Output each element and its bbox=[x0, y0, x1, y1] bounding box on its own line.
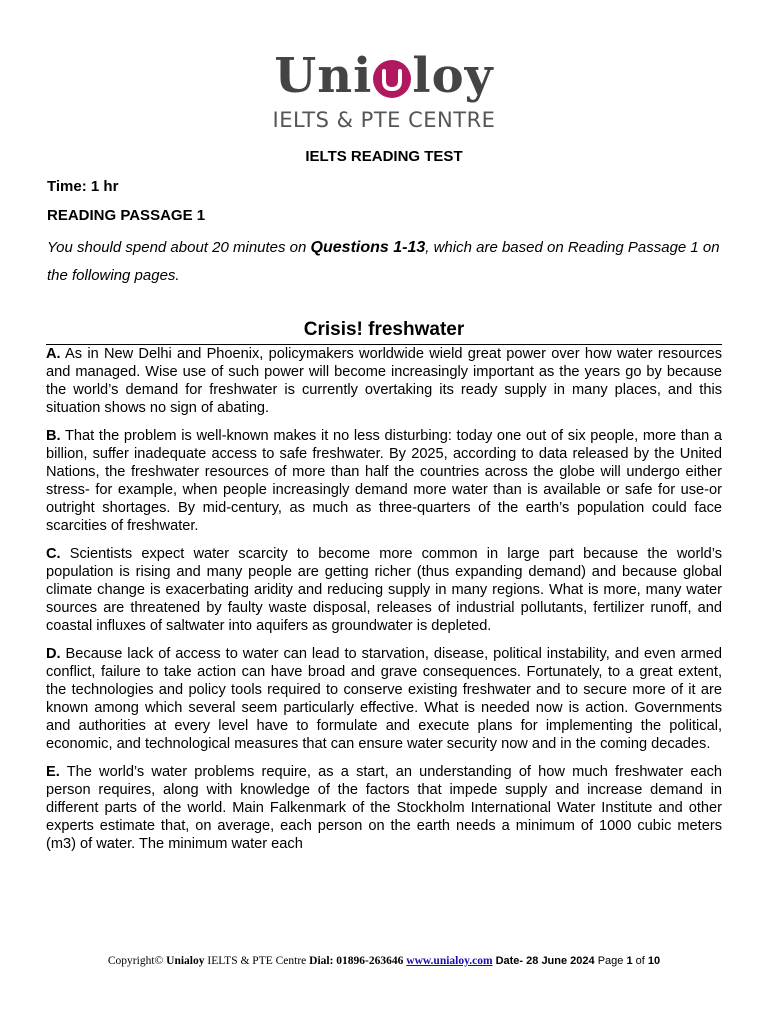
paragraph-text: The world’s water problems require, as a start, an understanding of how much freshwater each person requires, along with knowledge of the factors that impede supply and increase demand in different parts of the world. Main Falkenmark of the Stockholm International Water Institute and other experts estimate that, on average, each person on the earth needs a minimum of 1000 cubic meters (m3) of water. The minimum water each bbox=[46, 763, 722, 853]
instructions bbox=[47, 234, 727, 290]
footer-centre: IELTS & PTE Centre bbox=[204, 955, 310, 967]
page-footer bbox=[0, 955, 768, 967]
paragraph-b bbox=[46, 427, 722, 536]
footer-dial: Dial: 01896-263646 bbox=[309, 955, 407, 967]
test-time: Time: 1 hr bbox=[47, 178, 119, 195]
unialoy-logo bbox=[0, 48, 768, 132]
footer-copyright: Copyright© bbox=[107, 955, 167, 967]
instructions-pre: You should spend about 20 minutes on bbox=[47, 239, 311, 256]
footer-website-link[interactable]: www.unialoy.com bbox=[406, 955, 493, 967]
paragraph-text: Scientists expect water scarcity to become more common in large part because the world’s population is rising and many people are getting richer (thus expanding demand) and because global climate change is exacerbating aridity and reducing supply in many regions. What is more, many water sources are threatened by faulty waste disposal, releases of industrial pollutants, fertilizer runoff, and coastal influxes of saltwater into aquifers as groundwater is depleted. bbox=[46, 545, 722, 635]
paragraph-letter: C. bbox=[46, 545, 61, 562]
passage-heading: READING PASSAGE 1 bbox=[47, 207, 206, 224]
paragraph-letter: B. bbox=[46, 427, 61, 444]
logo-word-right: loy bbox=[412, 48, 494, 104]
paragraph-a bbox=[46, 345, 722, 417]
footer-date: Date- 28 June 2024 bbox=[492, 955, 598, 967]
paragraph-letter: E. bbox=[46, 763, 60, 780]
paragraph-text: That the problem is well-known makes it no less disturbing: today one out of six people, more than a billion, suffer inadequate access to safe freshwater. By 2025, according to data released by the United Nations, the freshwater resources of more than half the countries across the globe will undergo either stress- for example, when people increasingly demand more water than is available or safe for use-or outright shortages. By mid-century, as much as three-quarters of the earth’s population could face scarcities of freshwater. bbox=[46, 427, 722, 535]
article-title: Crisis! freshwater bbox=[303, 319, 465, 340]
logo-wordmark bbox=[274, 48, 493, 104]
test-title: IELTS READING TEST bbox=[305, 148, 463, 165]
footer-brand: Unialoy bbox=[166, 955, 205, 967]
instructions-post: , which are based on Reading Passage 1 on the following pages. bbox=[47, 239, 720, 284]
footer-of: of bbox=[632, 955, 648, 967]
logo-subtitle: IELTS & PTE CENTRE bbox=[272, 108, 496, 132]
paragraph-d bbox=[46, 645, 722, 754]
footer-page-label: Page bbox=[597, 955, 627, 967]
paragraph-c bbox=[46, 545, 722, 635]
instructions-questions: Questions 1-13 bbox=[310, 239, 426, 256]
logo-word-left: Uni bbox=[274, 48, 373, 104]
paragraph-letter: D. bbox=[46, 645, 61, 662]
paragraph-letter: A. bbox=[46, 346, 61, 362]
footer-page-total: 10 bbox=[647, 955, 661, 967]
logo-u-mark-icon bbox=[373, 60, 411, 98]
footer-page-number: 1 bbox=[626, 955, 633, 967]
article-body bbox=[46, 345, 722, 863]
paragraph-e bbox=[46, 763, 722, 853]
paragraph-text: Because lack of access to water can lead to starvation, disease, political instability, and even armed conflict, failure to take action can have broad and grave consequences. Fortunately, to a great extent, the technologies and policy tools required to conserve existing freshwater and to secure more of it are known among which several seem particularly effective. What is needed now is action. Governments and authorities at every level have to formulate and execute plans for implementing the political, economic, and technological measures that can ensure water security now and in the coming decades. bbox=[46, 645, 722, 753]
paragraph-text: As in New Delhi and Phoenix, policymakers worldwide wield great power over how water resources and managed. Wise use of such power will become increasingly important as the years go by because the world’s demand for freshwater is currently overtaking its ready supply in many places, and this situation shows no sign of abating. bbox=[46, 346, 722, 417]
